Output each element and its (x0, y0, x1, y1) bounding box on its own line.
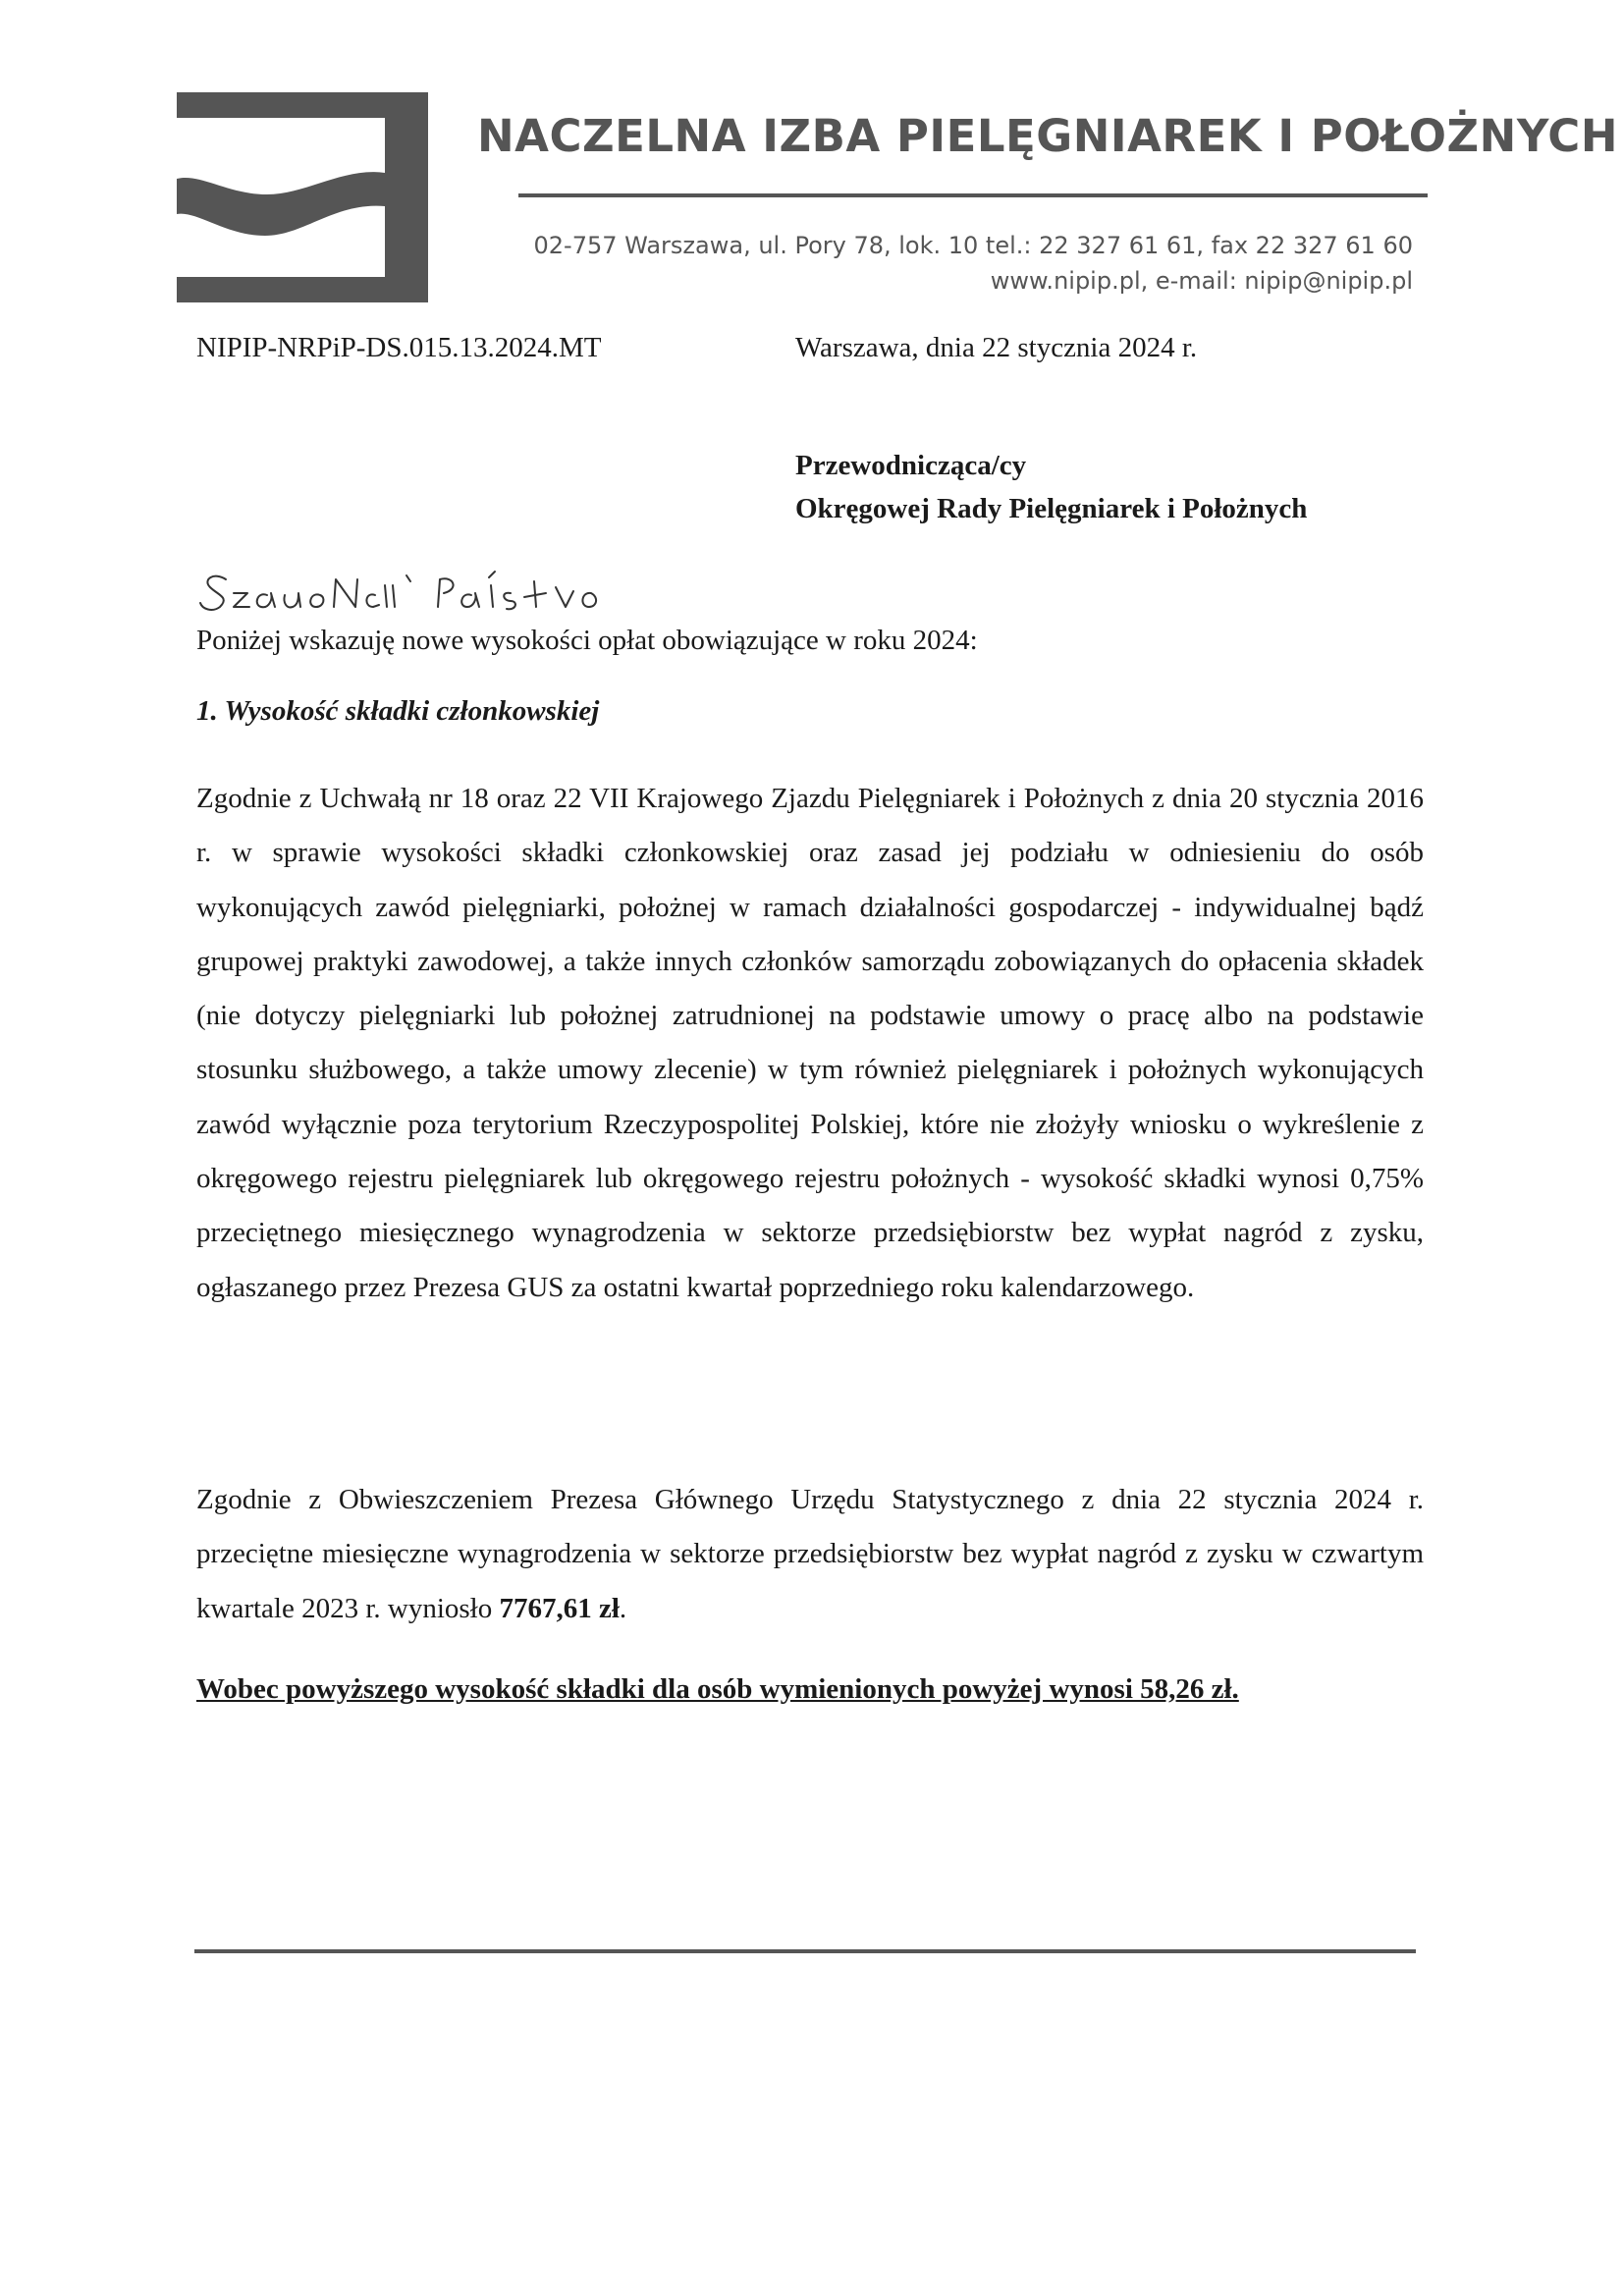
web-email-line: www.nipip.pl, e-mail: nipip@nipip.pl (990, 267, 1413, 295)
paragraph-gus-end: . (619, 1592, 627, 1624)
letter-date: Warszawa, dnia 22 stycznia 2024 r. (795, 332, 1198, 363)
recipient-line-2: Okręgowej Rady Pielęgniarek i Położnych (795, 493, 1308, 524)
address-line: 02-757 Warszawa, ul. Pory 78, lok. 10 tel.: 22 327 61 61, fax 22 327 61 60 (533, 232, 1413, 259)
conclusion-fee-amount: Wobec powyższego wysokość składki dla osób wymienionych powyżej wynosi 58,26 zł. (196, 1673, 1239, 1705)
paragraph-contribution-rule: Zgodnie z Uchwałą nr 18 oraz 22 VII Krajowego Zjazdu Pielęgniarek i Położnych z dnia 20 stycznia 2016 r. w sprawie wysokości składki członkowskiej oraz zasad jej podziału w odniesieniu do osób wykonujących zawód pielęgniarki, położnej w ramach działalności gospodarczej - indywidualnej bądź grupowej praktyki zawodowej, a także innych członków samorządu zobowiązanych do opłacenia składek (nie dotyczy pielęgniarki lub położnej zatrudnionej na podstawie umowy o pracę albo na podstawie stosunku służbowego, a także umowy zlecenie) w tym również pielęgniarek i położnych wykonujących zawód wyłącznie poza terytorium Rzeczypospolitej Polskiej, które nie złożyły wniosku o wykreślenie z okręgowego rejestru pielęgniarek lub okręgowego rejestru położnych - wysokość składki wynosi 0,75% przeciętnego miesięcznego wynagrodzenia w sektorze przedsiębiorstw bez wypłat nagród z zysku, ogłaszanego przez Prezesa GUS za ostatni kwartał poprzedniego roku kalendarzowego. (196, 783, 1424, 1303)
nipip-logo (177, 92, 428, 302)
handwritten-salutation (196, 558, 619, 617)
intro-text: Poniżej wskazuję nowe wysokości opłat obowiązujące w roku 2024: (196, 625, 978, 656)
reference-number: NIPIP-NRPiP-DS.015.13.2024.MT (196, 332, 602, 363)
average-salary-amount: 7767,61 zł (499, 1592, 620, 1624)
paragraph-gus-text: Zgodnie z Obwieszczeniem Prezesa Głównego Urzędu Statystycznego z dnia 22 stycznia 2024 r. przeciętne miesięczne wynagrodzenia w sektorze przedsiębiorstw bez wypłat nagród z zysku w czwartym kwartale 2023 r. wyniosło (196, 1484, 1424, 1624)
header-divider (518, 193, 1428, 197)
recipient-line-1: Przewodnicząca/cy (795, 450, 1027, 481)
section-heading: 1. Wysokość składki członkowskiej (196, 695, 600, 727)
footer-divider (194, 1949, 1416, 1953)
recipient-block (795, 444, 1307, 530)
organization-name: NACZELNA IZBA PIELĘGNIAREK I POŁOŻNYCH (477, 110, 1618, 162)
salutation-signature-icon (196, 558, 619, 617)
paragraph-gus-announcement (196, 1473, 1424, 1636)
